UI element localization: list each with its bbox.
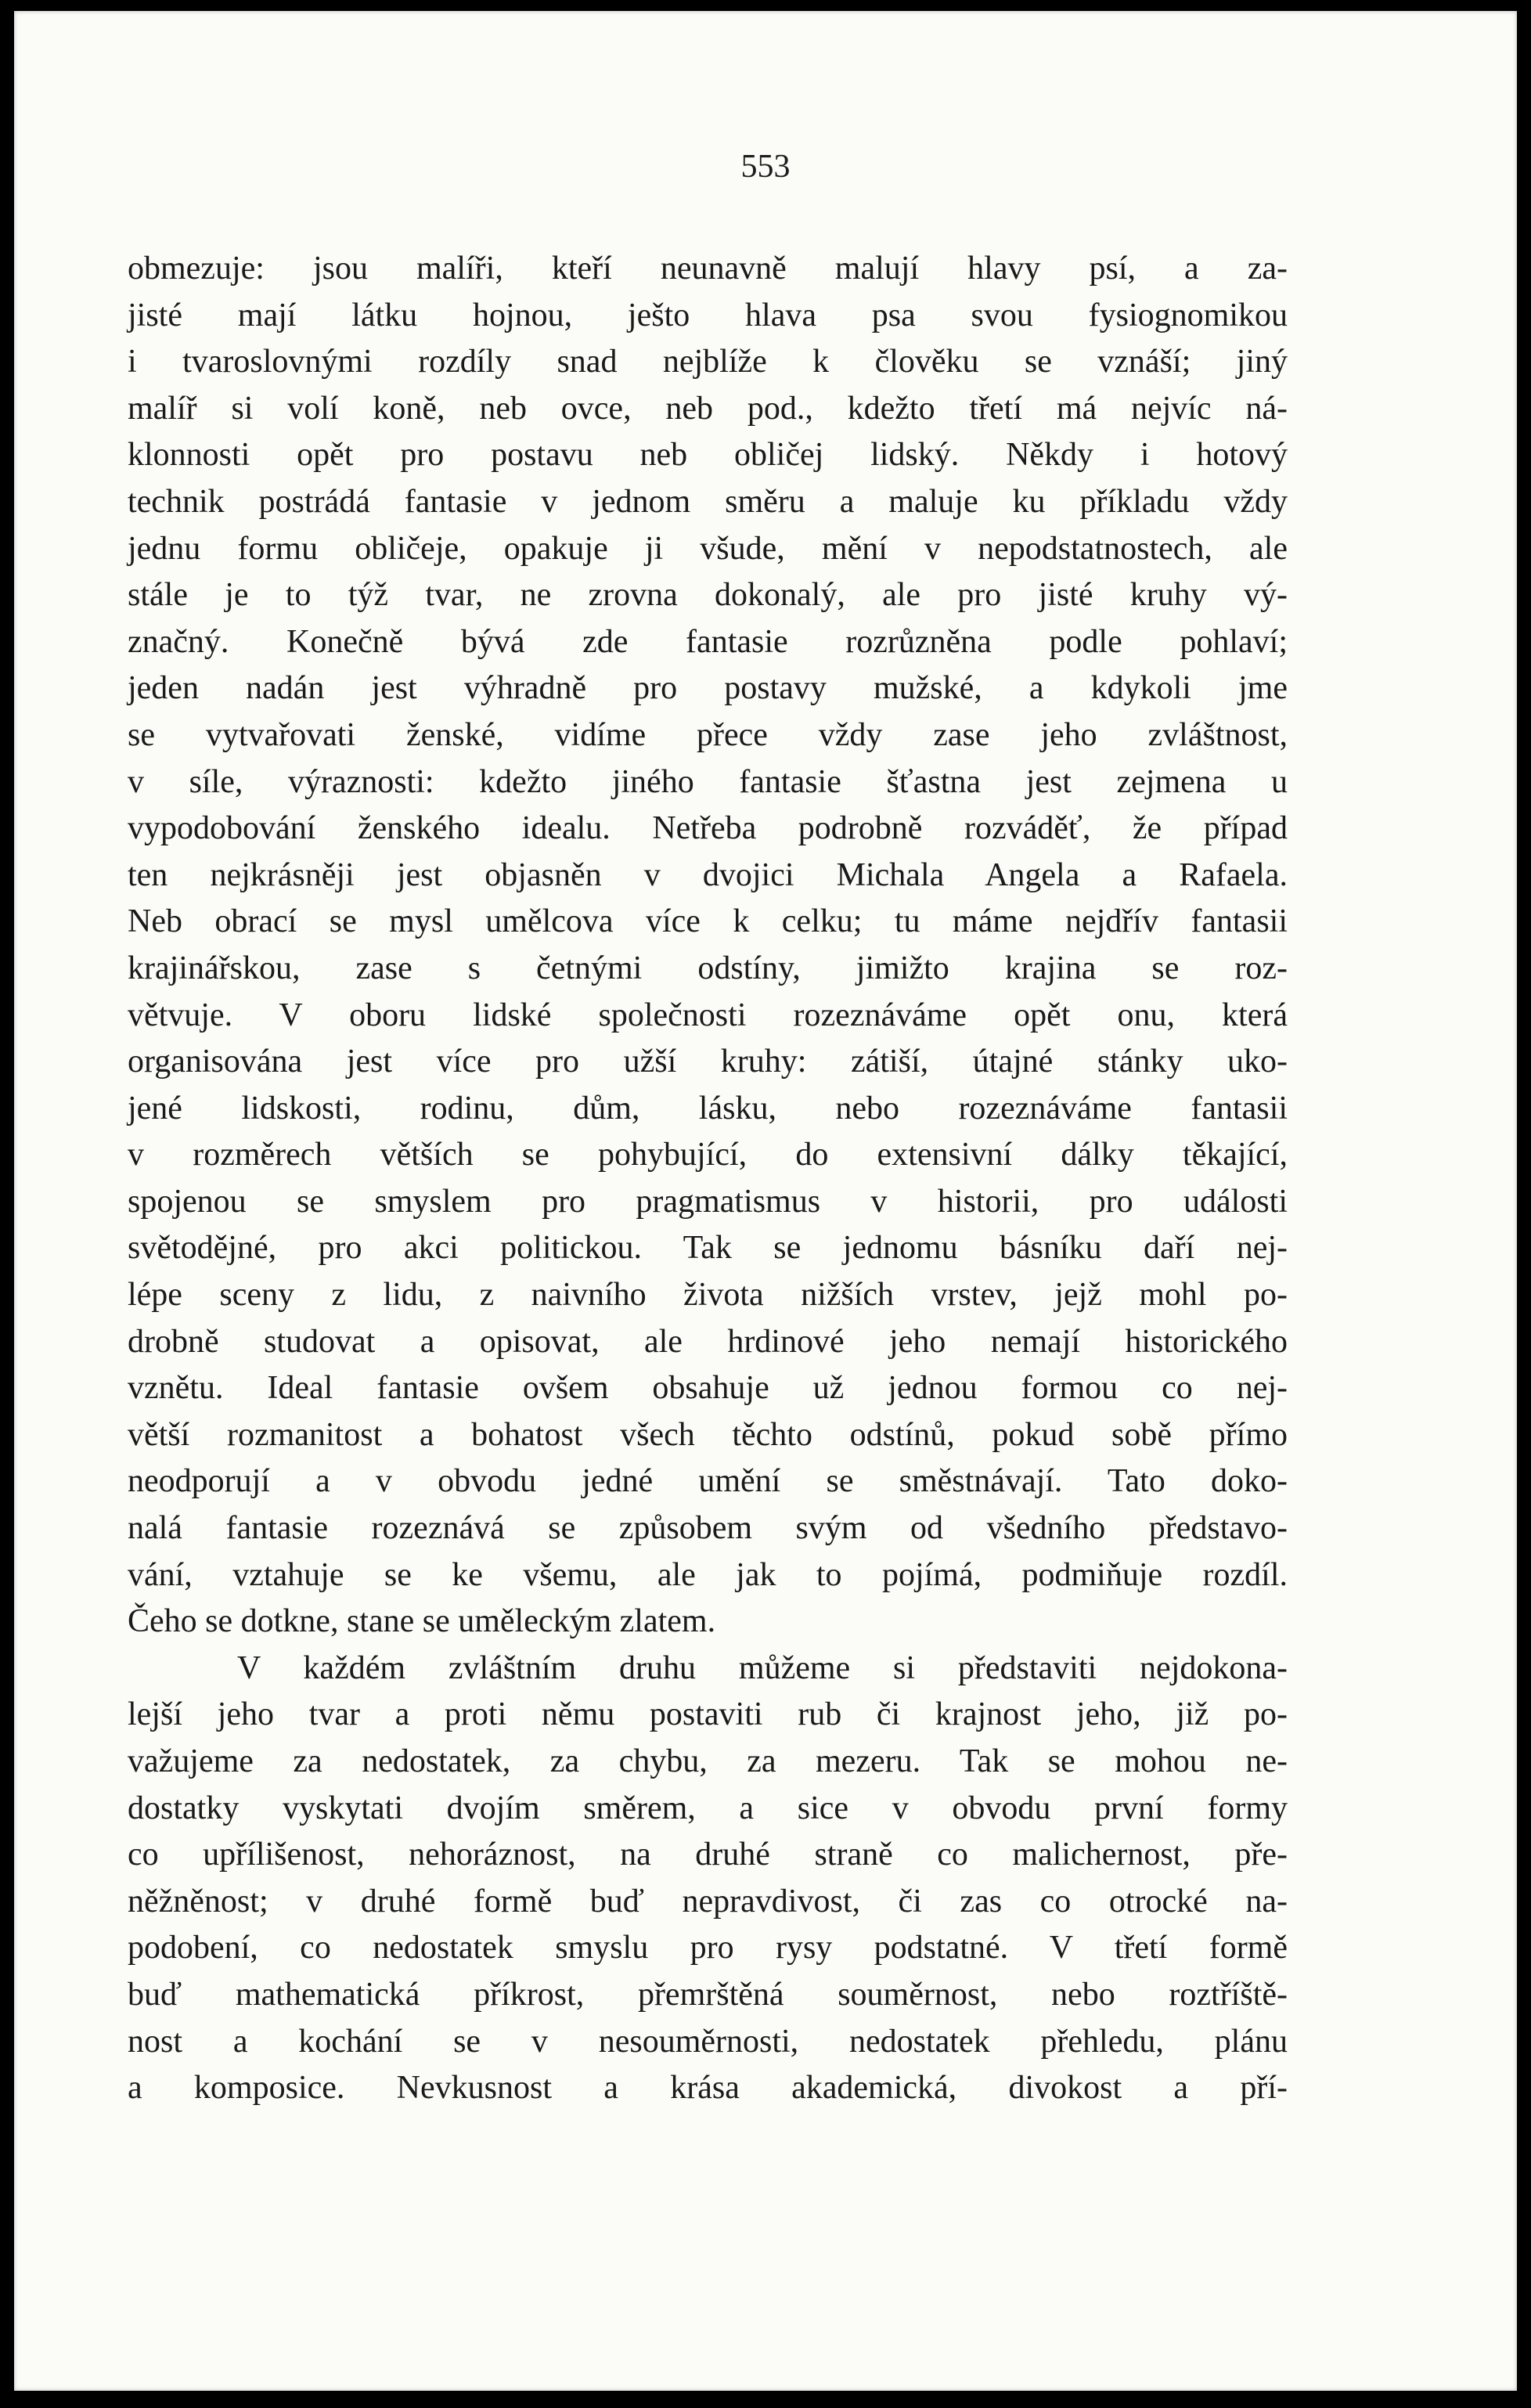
text-line: jednu formu obličeje, opakuje ji všude, mění v nepodstatnostech, ale <box>128 530 1288 567</box>
text-line: značný. Konečně bývá zde fantasie rozrůzněna podle pohlaví; <box>128 623 1288 660</box>
text-line: Neb obrací se mysl umělcova více k celku; tu máme nejdřív fantasii <box>128 903 1288 940</box>
text-line: krajinářskou, zase s četnými odstíny, jimižto krajina se roz- <box>128 950 1288 986</box>
paragraph-first-line: V každém zvláštním druhu můžeme si představiti nejdokona- <box>237 1649 1288 1686</box>
text-line: dostatky vyskytati dvojím směrem, a sice v obvodu první formy <box>128 1790 1288 1826</box>
text-line: světodějné, pro akci politickou. Tak se jednomu básníku daří nej- <box>128 1230 1288 1267</box>
text-line: stále je to týž tvar, ne zrovna dokonalý, ale pro jisté kruhy vý- <box>128 577 1288 614</box>
text-line: malíř si volí koně, neb ovce, neb pod., kdežto třetí má nejvíc ná- <box>128 390 1288 427</box>
text-line: vypodobování ženského idealu. Netřeba podrobně rozváděť, že případ <box>128 810 1288 847</box>
text-line: podobení, co nedostatek smyslu pro rysy podstatné. V třetí formě <box>128 1930 1288 1966</box>
text-line: jené lidskosti, rodinu, dům, lásku, nebo rozeznáváme fantasii <box>128 1090 1288 1126</box>
text-line: spojenou se smyslem pro pragmatismus v historii, pro události <box>128 1183 1288 1220</box>
text-line: větší rozmanitost a bohatost všech těchto odstínů, pokud sobě přímo <box>128 1416 1288 1453</box>
text-line: větvuje. V oboru lidské společnosti rozeznáváme opět onu, která <box>128 997 1288 1033</box>
text-line: vání, vztahuje se ke všemu, ale jak to pojímá, podmiňuje rozdíl. <box>128 1556 1288 1593</box>
book-page <box>14 11 1517 2391</box>
text-line: obmezuje: jsou malíři, kteří neunavně malují hlavy psí, a za- <box>128 251 1288 287</box>
page-number: 553 <box>740 149 791 185</box>
paragraph-last-line: Čeho se dotkne, stane se uměleckým zlatem. <box>128 1603 716 1640</box>
text-line: jisté mají látku hojnou, ješto hlava psa svou fysiognomikou <box>128 297 1288 333</box>
text-line: i tvaroslovnými rozdíly snad nejblíže k člověku se vznáší; jiný <box>128 344 1288 380</box>
text-line: technik postrádá fantasie v jednom směru a maluje ku příkladu vždy <box>128 483 1288 520</box>
body-text <box>128 246 1288 2112</box>
text-line: vznětu. Ideal fantasie ovšem obsahuje už jednou formou co nej- <box>128 1370 1288 1407</box>
text-line: važujeme za nedostatek, za chybu, za mezeru. Tak se mohou ne- <box>128 1743 1288 1779</box>
text-line: se vytvařovati ženské, vidíme přece vždy zase jeho zvláštnost, <box>128 716 1288 753</box>
text-line: něžněnost; v druhé formě buď nepravdivost, či zas co otrocké na- <box>128 1883 1288 1920</box>
text-line: buď mathematická příkrost, přemrštěná souměrnost, nebo roztříště- <box>128 1976 1288 2013</box>
text-line: klonnosti opět pro postavu neb obličej lidský. Někdy i hotový <box>128 437 1288 474</box>
text-line: drobně studovat a opisovat, ale hrdinové jeho nemají historického <box>128 1323 1288 1360</box>
text-line: lépe sceny z lidu, z naivního života nižších vrstev, jejž mohl po- <box>128 1277 1288 1314</box>
text-line: jeden nadán jest výhradně pro postavy mužské, a kdykoli jme <box>128 670 1288 707</box>
text-line: co upřílišenost, nehoráznost, na druhé straně co malichernost, pře- <box>128 1837 1288 1873</box>
text-line: lejší jeho tvar a proti němu postaviti rub či krajnost jeho, již po- <box>128 1696 1288 1733</box>
text-line: v síle, výraznosti: kdežto jiného fantasie šťastna jest zejmena u <box>128 763 1288 800</box>
text-line: ten nejkrásněji jest objasněn v dvojici Michala Angela a Rafaela. <box>128 856 1288 893</box>
text-line: a komposice. Nevkusnost a krása akademická, divokost a pří- <box>128 2070 1288 2107</box>
text-line: nalá fantasie rozeznává se způsobem svým od všedního představo- <box>128 1510 1288 1547</box>
text-line: organisována jest více pro užší kruhy: zátiší, útajné stánky uko- <box>128 1044 1288 1080</box>
text-line: neodporují a v obvodu jedné umění se směstnávají. Tato doko- <box>128 1463 1288 1500</box>
text-line: nost a kochání se v nesouměrnosti, nedostatek přehledu, plánu <box>128 2023 1288 2060</box>
text-line: v rozměrech větších se pohybující, do extensivní dálky těkající, <box>128 1137 1288 1173</box>
